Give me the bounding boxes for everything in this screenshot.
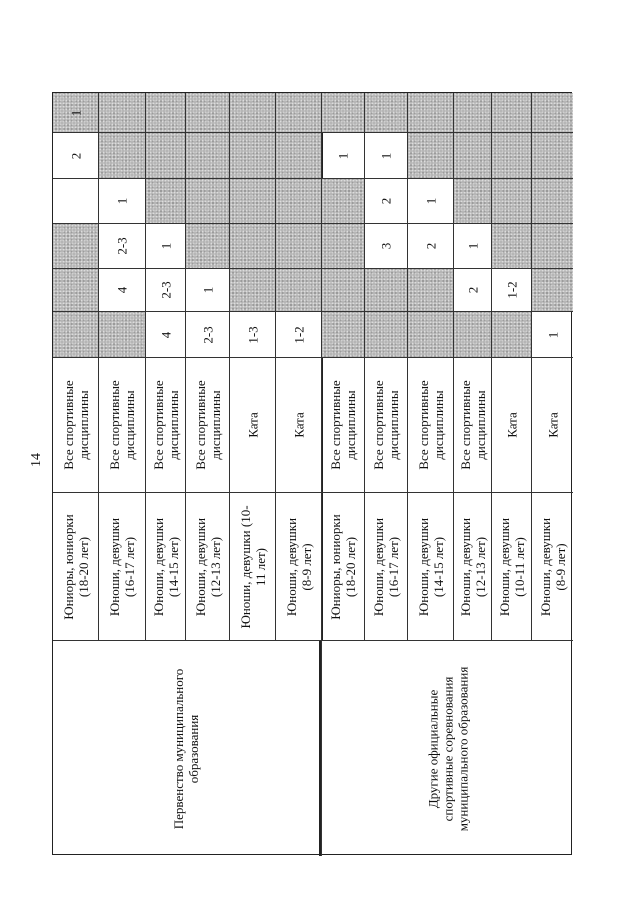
rank-cell — [407, 133, 453, 179]
rank-value-line: 1 — [378, 152, 394, 159]
rank-value-line: 1 — [465, 242, 480, 250]
competition-name-cell — [321, 641, 573, 856]
discipline-text-line: Все спортивные — [415, 380, 431, 470]
age-group-text — [371, 517, 401, 615]
age-group-text-line: Юноши, девушки — [415, 517, 431, 616]
rank-value — [115, 198, 130, 205]
discipline-text-line: Все спортивные — [457, 380, 473, 470]
age-group-text-line: (18-20 лет) — [343, 536, 358, 597]
rank-cell — [407, 179, 453, 224]
discipline-cell — [185, 358, 229, 493]
rank-cell — [321, 179, 364, 224]
rank-cell — [364, 93, 407, 133]
competition-name-text-line: муниципального образования — [455, 666, 470, 831]
age-group-text-line: (8-9 лет) — [552, 542, 568, 591]
age-group-cell — [53, 493, 98, 641]
competition-name-text-line: Другие официальные — [425, 689, 440, 808]
rank-value-line: 2-3 — [114, 237, 130, 255]
discipline-text-line: дисциплины — [386, 390, 401, 460]
rank-value — [68, 152, 83, 159]
rank-value-line: 1-2 — [291, 325, 306, 344]
rank-cell — [453, 224, 491, 269]
rank-cell — [98, 133, 145, 179]
rank-cell — [98, 312, 145, 358]
rank-cell — [53, 312, 98, 358]
age-group-text-line: (14-15 лет) — [430, 536, 446, 597]
discipline-cell — [453, 358, 491, 493]
age-group-text-line: (16-17 лет) — [386, 536, 401, 597]
discipline-text — [545, 412, 560, 438]
age-group-cell — [229, 493, 275, 641]
rank-cell — [98, 179, 145, 224]
rank-cell — [185, 93, 229, 133]
rank-cell — [407, 224, 453, 269]
discipline-text-line: Все спортивные — [371, 380, 386, 470]
rank-cell — [185, 133, 229, 179]
rank-cell — [407, 312, 453, 358]
age-group-text-line: Юноши, девушки — [192, 517, 208, 616]
rank-value — [200, 326, 215, 343]
competition-name-text-line: спортивные соревнования — [440, 676, 455, 821]
rank-cell — [229, 93, 275, 133]
rank-cell — [453, 133, 491, 179]
rank-value-line: 1 — [158, 242, 173, 250]
rank-cell — [364, 133, 407, 179]
rank-cell — [229, 133, 275, 179]
rank-cell — [531, 224, 573, 269]
discipline-text-line: Все спортивные — [150, 380, 166, 470]
rank-value-line: 2 — [423, 242, 438, 250]
discipline-text-line: Все спортивные — [107, 380, 122, 470]
rank-cell — [229, 312, 275, 358]
discipline-text — [107, 380, 137, 469]
rank-value-line: 2 — [378, 197, 394, 205]
age-group-text — [238, 505, 268, 628]
rank-cell — [145, 312, 185, 358]
age-group-text-line: (14-15 лет) — [165, 536, 181, 597]
discipline-text-line: Все спортивные — [192, 380, 208, 470]
rank-value-line: 1 — [68, 109, 83, 116]
rank-value — [115, 287, 130, 294]
rank-cell — [453, 269, 491, 312]
rank-cell — [145, 93, 185, 133]
rank-value — [379, 152, 394, 159]
rank-value — [465, 243, 480, 250]
rank-cell — [407, 93, 453, 133]
age-group-text-line: (12-13 лет) — [472, 536, 488, 597]
discipline-text — [371, 380, 401, 469]
age-group-text-line: (10-11 лет) — [511, 536, 527, 597]
rank-cell — [229, 269, 275, 312]
age-group-text — [538, 517, 568, 615]
age-group-cell — [364, 493, 407, 641]
rank-cell — [275, 224, 323, 269]
discipline-text-line: Ката — [504, 412, 519, 438]
competition-name-cell — [53, 641, 321, 856]
rank-value-line: 2 — [465, 286, 480, 294]
rank-cell — [453, 179, 491, 224]
age-group-cell — [531, 493, 573, 641]
age-group-text-line: Юноши, девушки — [496, 517, 512, 616]
page-number: 14 — [29, 453, 44, 467]
rank-cell — [364, 269, 407, 312]
rank-cell — [321, 312, 364, 358]
rank-cell — [275, 93, 323, 133]
competition-name-text-line: образования — [186, 714, 201, 783]
rank-value — [245, 326, 260, 343]
discipline-text-line: дисциплины — [207, 390, 223, 460]
competition-name-text — [171, 668, 201, 828]
rank-value — [336, 152, 351, 159]
age-group-cell — [453, 493, 491, 641]
discipline-text-line: дисциплины — [75, 390, 91, 460]
rank-value-line: 1 — [114, 197, 130, 205]
discipline-text-line: дисциплины — [343, 390, 358, 460]
age-group-text-line: Юноши, девушки — [107, 517, 122, 616]
discipline-cell — [98, 358, 145, 493]
age-group-text — [497, 517, 527, 615]
rank-cell — [491, 224, 531, 269]
rank-cell — [407, 269, 453, 312]
discipline-text-line: Ката — [291, 412, 306, 438]
age-group-cell — [145, 493, 185, 641]
rank-cell — [275, 133, 323, 179]
rank-value — [545, 331, 560, 338]
rank-value — [423, 243, 438, 250]
age-group-text-line: Юноши, девушки — [537, 517, 553, 616]
competition-rank-table — [52, 92, 572, 855]
discipline-cell — [364, 358, 407, 493]
rank-cell — [53, 133, 98, 179]
discipline-text — [504, 412, 519, 438]
rank-cell — [321, 133, 364, 179]
discipline-text — [328, 380, 358, 469]
rank-cell — [531, 133, 573, 179]
age-group-text — [458, 517, 488, 615]
discipline-cell — [491, 358, 531, 493]
rank-value-line: 2-3 — [158, 281, 173, 299]
age-group-text-line: (18-20 лет) — [75, 536, 91, 597]
rank-value — [200, 287, 215, 294]
rank-value — [115, 237, 130, 254]
discipline-cell — [407, 358, 453, 493]
rank-cell — [531, 312, 573, 358]
rank-value-line: 3 — [378, 242, 394, 250]
discipline-text — [61, 380, 91, 469]
age-group-text-line: (16-17 лет) — [122, 536, 137, 597]
age-group-text-line: Юниоры, юниорки — [328, 513, 343, 620]
rank-cell — [185, 179, 229, 224]
age-group-cell — [185, 493, 229, 641]
rank-cell — [321, 93, 364, 133]
age-group-text — [284, 517, 314, 615]
rank-cell — [491, 179, 531, 224]
rank-cell — [491, 269, 531, 312]
rank-cell — [229, 224, 275, 269]
rank-value — [68, 109, 83, 116]
age-group-cell — [98, 493, 145, 641]
rank-cell — [53, 93, 98, 133]
age-group-text-line: Юноши, девушки — [457, 517, 473, 616]
discipline-text-line: дисциплины — [472, 390, 488, 460]
rank-cell — [491, 133, 531, 179]
discipline-text-line: дисциплины — [122, 390, 137, 460]
discipline-text — [245, 412, 260, 438]
rank-value-line: 1 — [423, 197, 438, 205]
rank-cell — [453, 93, 491, 133]
rank-cell — [229, 179, 275, 224]
discipline-text-line: Все спортивные — [60, 380, 76, 470]
rank-cell — [53, 179, 98, 224]
rank-cell — [321, 224, 364, 269]
discipline-text-line: Ката — [245, 412, 260, 438]
discipline-text — [291, 412, 306, 438]
rank-cell — [531, 179, 573, 224]
rank-cell — [364, 224, 407, 269]
rank-value-line: 1 — [545, 331, 560, 338]
rank-cell — [531, 269, 573, 312]
rank-value-line: 4 — [158, 331, 173, 338]
age-group-text — [107, 517, 137, 615]
age-group-text-line: Юниоры, юниорки — [60, 513, 76, 620]
rank-value — [291, 326, 306, 343]
competition-name-text-line: Первенство муниципального — [171, 668, 186, 829]
rank-value — [423, 198, 438, 205]
rank-value — [379, 243, 394, 250]
age-group-text-line: (8-9 лет) — [298, 542, 314, 591]
rank-value-line: 1-3 — [245, 325, 260, 344]
age-group-text — [193, 517, 223, 615]
age-group-text-line: 11 лет) — [252, 547, 268, 586]
rank-cell — [98, 224, 145, 269]
rank-cell — [145, 269, 185, 312]
rank-cell — [453, 312, 491, 358]
discipline-text-line: дисциплины — [165, 390, 181, 460]
age-group-text-line: Юноши, девушки — [283, 517, 299, 616]
rank-cell — [98, 93, 145, 133]
rank-cell — [145, 133, 185, 179]
rank-cell — [185, 312, 229, 358]
rank-value — [158, 331, 173, 338]
discipline-cell — [275, 358, 323, 493]
rank-value — [379, 198, 394, 205]
discipline-cell — [53, 358, 98, 493]
discipline-cell — [229, 358, 275, 493]
rank-cell — [98, 269, 145, 312]
discipline-text — [193, 380, 223, 469]
age-group-text-line: Юноши, девушки — [150, 517, 166, 616]
rank-value — [158, 243, 173, 250]
rank-value-line: 4 — [114, 286, 130, 294]
discipline-text — [151, 380, 181, 469]
rank-value — [158, 281, 173, 298]
discipline-text-line: дисциплины — [430, 390, 446, 460]
discipline-cell — [531, 358, 573, 493]
age-group-text — [61, 514, 91, 619]
rank-cell — [53, 224, 98, 269]
discipline-text — [416, 380, 446, 469]
rank-value-line: 1 — [335, 152, 351, 159]
age-group-text — [151, 517, 181, 615]
rank-cell — [364, 312, 407, 358]
discipline-text-line: Все спортивные — [328, 380, 343, 470]
age-group-cell — [407, 493, 453, 641]
rank-cell — [185, 224, 229, 269]
rank-value — [465, 287, 480, 294]
rank-cell — [275, 312, 323, 358]
rank-cell — [275, 269, 323, 312]
age-group-cell — [491, 493, 531, 641]
age-group-text-line: Юноши, девушки — [371, 517, 386, 616]
rank-cell — [53, 269, 98, 312]
discipline-cell — [145, 358, 185, 493]
rank-cell — [275, 179, 323, 224]
rank-value-line: 1-2 — [504, 281, 519, 299]
rank-value-line: 2 — [68, 152, 83, 159]
discipline-text — [458, 380, 488, 469]
rank-cell — [491, 312, 531, 358]
age-group-text-line: (12-13 лет) — [207, 536, 223, 597]
rank-cell — [531, 93, 573, 133]
age-group-cell — [275, 493, 323, 641]
age-group-text — [416, 517, 446, 615]
rank-value-line: 1 — [200, 286, 215, 294]
rank-cell — [491, 93, 531, 133]
rank-value — [504, 281, 519, 298]
rank-cell — [321, 269, 364, 312]
discipline-cell — [321, 358, 364, 493]
discipline-text-line: Ката — [545, 412, 560, 438]
age-group-cell — [321, 493, 364, 641]
rank-value-line: 2-3 — [200, 325, 215, 344]
age-group-text-line: Юноши, девушки (10- — [237, 504, 253, 629]
rank-cell — [364, 179, 407, 224]
rank-cell — [145, 179, 185, 224]
rank-cell — [185, 269, 229, 312]
rank-cell — [145, 224, 185, 269]
competition-name-text — [425, 666, 470, 831]
age-group-text — [328, 514, 358, 619]
